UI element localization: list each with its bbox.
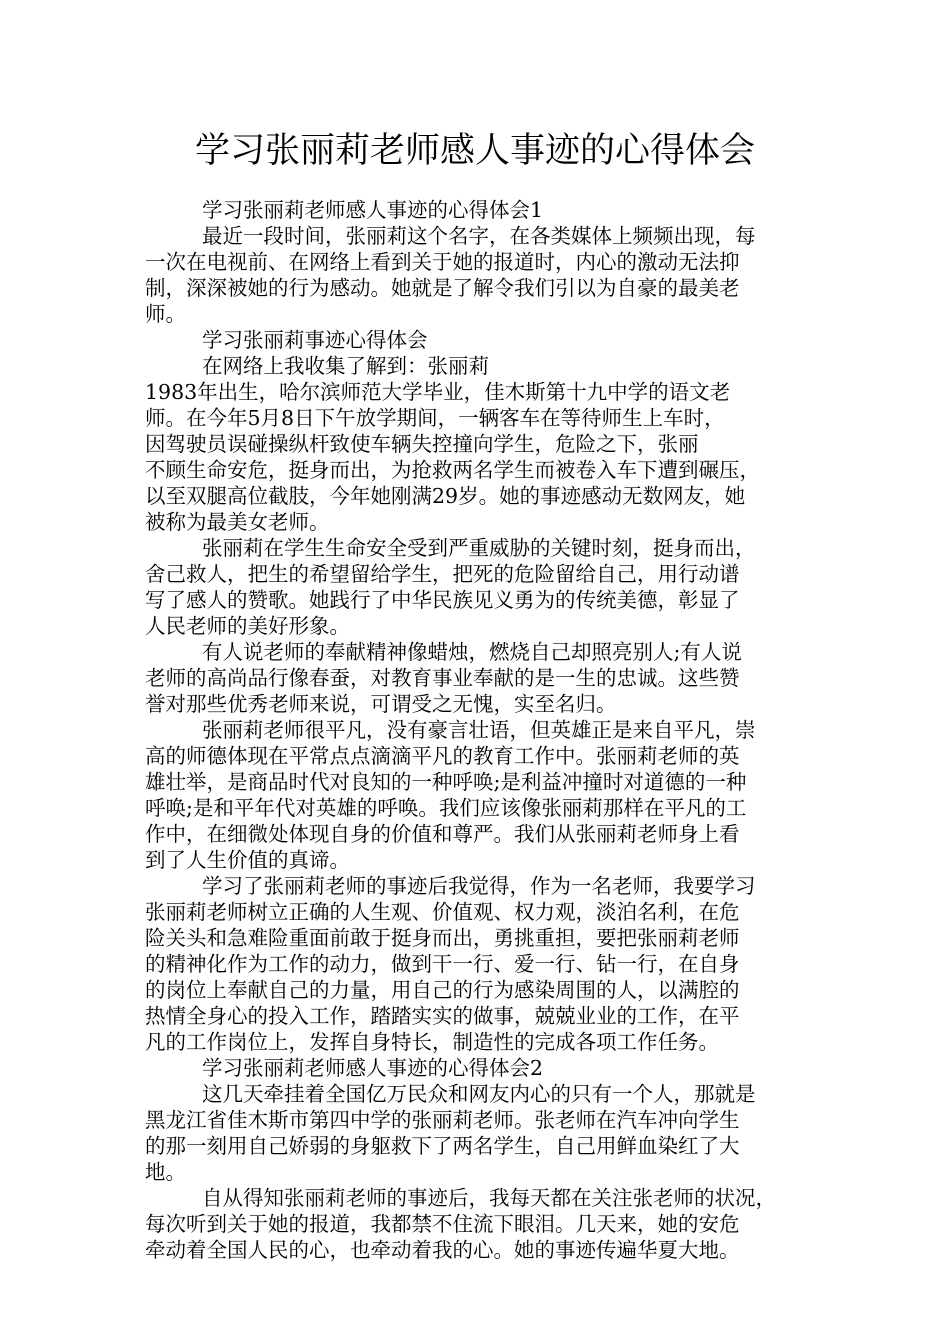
document-title: 学习张丽莉老师感人事迹的心得体会 bbox=[194, 131, 755, 171]
text-line: 凡的工作岗位上，发挥自身特长，制造性的完成各项工作任务。 bbox=[145, 1030, 719, 1054]
section-heading: 学习张丽莉老师感人事迹的心得体会2 bbox=[202, 1056, 544, 1080]
text-line: 被称为最美女老师。 bbox=[145, 510, 330, 534]
text-line: 热情全身心的投入工作，踏踏实实的做事，兢兢业业的工作，在平 bbox=[145, 1004, 740, 1028]
text-line: 每次听到关于她的报道，我都禁不住流下眼泪。几天来，她的安危 bbox=[145, 1212, 740, 1236]
text-line: 的岗位上奉献自己的力量，用自己的行为感染周围的人，以满腔的 bbox=[145, 978, 740, 1002]
text-line: 高的师德体现在平常点点滴滴平凡的教育工作中。张丽莉老师的英 bbox=[145, 744, 740, 768]
text-line: 舍己救人，把生的希望留给学生，把死的危险留给自己，用行动谱 bbox=[145, 562, 740, 586]
text-line: 这几天牵挂着全国亿万民众和网友内心的只有一个人，那就是 bbox=[202, 1082, 756, 1106]
text-line: 地。 bbox=[145, 1160, 186, 1184]
text-line: 师。在今年5月8日下午放学期间，一辆客车在等待师生上车时， bbox=[145, 406, 725, 430]
document-body bbox=[145, 197, 815, 1263]
text-line: 张丽莉在学生生命安全受到严重威胁的关键时刻，挺身而出， bbox=[202, 536, 756, 560]
text-line: 张丽莉老师树立正确的人生观、价值观、权力观，淡泊名利，在危 bbox=[145, 900, 740, 924]
text-line: 以至双腿高位截肢，今年她刚满29岁。她的事迹感动无数网友，她 bbox=[145, 484, 746, 508]
text-line: 雄壮举，是商品时代对良知的一种呼唤;是利益冲撞时对道德的一种 bbox=[145, 770, 747, 794]
text-line: 在网络上我收集了解到：张丽莉 bbox=[202, 354, 489, 378]
text-line: 的那一刻用自己娇弱的身躯救下了两名学生，自己用鲜血染红了大 bbox=[145, 1134, 740, 1158]
section-heading: 学习张丽莉事迹心得体会 bbox=[202, 328, 428, 352]
text-line: 自从得知张丽莉老师的事迹后，我每天都在关注张老师的状况， bbox=[202, 1186, 776, 1210]
text-line: 师。 bbox=[145, 302, 186, 326]
text-line: 制，深深被她的行为感动。她就是了解令我们引以为自豪的最美老 bbox=[145, 276, 740, 300]
text-line: 因驾驶员误碰操纵杆致使车辆失控撞向学生，危险之下，张丽 bbox=[145, 432, 699, 456]
text-line: 作中，在细微处体现自身的价值和尊严。我们从张丽莉老师身上看 bbox=[145, 822, 740, 846]
text-line: 誉对那些优秀老师来说，可谓受之无愧，实至名归。 bbox=[145, 692, 617, 716]
section-heading: 学习张丽莉老师感人事迹的心得体会1 bbox=[202, 198, 544, 222]
text-line: 有人说老师的奉献精神像蜡烛，燃烧自己却照亮别人;有人说 bbox=[202, 640, 742, 664]
text-line: 1983年出生，哈尔滨师范大学毕业，佳木斯第十九中学的语文老 bbox=[145, 380, 731, 404]
text-line: 的精神化作为工作的动力，做到干一行、爱一行、钻一行，在自身 bbox=[145, 952, 740, 976]
text-line: 黑龙江省佳木斯市第四中学的张丽莉老师。张老师在汽车冲向学生 bbox=[145, 1108, 740, 1132]
text-line: 呼唤;是和平年代对英雄的呼唤。我们应该像张丽莉那样在平凡的工 bbox=[145, 796, 747, 820]
text-line: 一次在电视前、在网络上看到关于她的报道时，内心的激动无法抑 bbox=[145, 250, 740, 274]
text-line: 险关头和急难险重面前敢于挺身而出，勇挑重担，要把张丽莉老师 bbox=[145, 926, 740, 950]
text-line: 牵动着全国人民的心，也牵动着我的心。她的事迹传遍华夏大地。 bbox=[145, 1238, 740, 1262]
text-line: 张丽莉老师很平凡，没有豪言壮语，但英雄正是来自平凡，崇 bbox=[202, 718, 756, 742]
text-line: 人民老师的美好形象。 bbox=[145, 614, 350, 638]
text-line: 写了感人的赞歌。她践行了中华民族见义勇为的传统美德，彰显了 bbox=[145, 588, 740, 612]
text-line: 学习了张丽莉老师的事迹后我觉得，作为一名老师，我要学习 bbox=[202, 874, 756, 898]
text-line: 到了人生价值的真谛。 bbox=[145, 848, 350, 872]
text-line: 最近一段时间，张丽莉这个名字，在各类媒体上频频出现，每 bbox=[202, 224, 756, 248]
text-line: 老师的高尚品行像春蚕，对教育事业奉献的是一生的忠诚。这些赞 bbox=[145, 666, 740, 690]
text-line: 不顾生命安危，挺身而出，为抢救两名学生而被卷入车下遭到碾压， bbox=[145, 458, 760, 482]
